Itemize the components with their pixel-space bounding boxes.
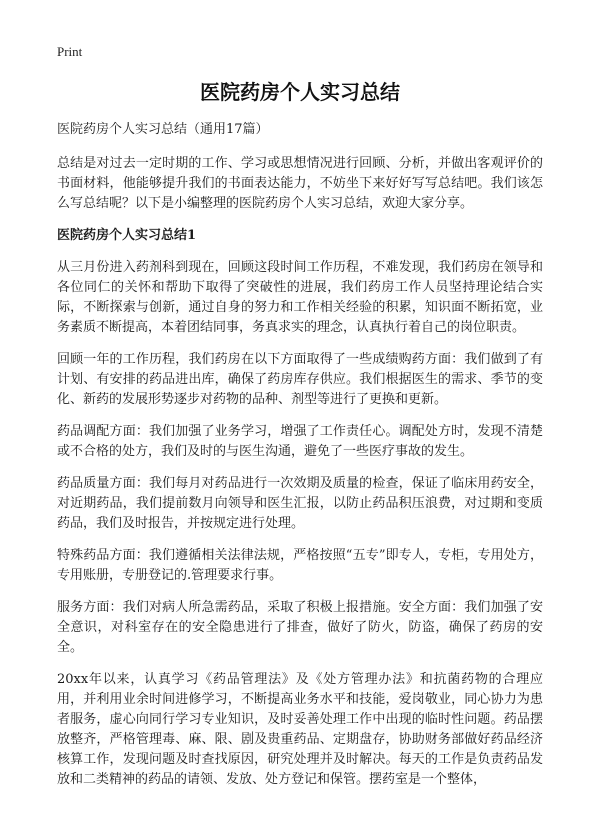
- body-paragraph: 药品调配方面：我们加强了业务学习，增强了工作责任心。调配处方时，发现不清楚或不合格的处方，我们及时的与医生沟通，避免了一些医疗事故的发生。: [57, 424, 543, 459]
- body-paragraph: 从三月份进入药剂科到现在，回顾这段时间工作历程，不难发现，我们药房在领导和各位同仁的关怀和帮助下取得了突破性的进展，我们药房工作人员坚持理论结合实际，不断探索与创新，通过自身的努力和工作相关经验的积累，知识面不断拓宽，业务素质不断提高，本着团结同事，务真求实的理念，认真执行着自己的岗位职责。: [57, 260, 543, 335]
- intro-paragraph: 总结是对过去一定时期的工作、学习或思想情况进行回顾、分析，并做出客观评价的书面材料，他能够提升我们的书面表达能力，不妨坐下来好好写写总结吧。我们该怎么写总结呢？以下是小编整理的医院药房个人实习总结，欢迎大家分享。: [57, 156, 543, 211]
- body-paragraph: 回顾一年的工作历程，我们药房在以下方面取得了一些成绩购药方面：我们做到了有计划、有安排的药品进出库，确保了药房库存供应。我们根据医生的需求、季节的变化、新药的发展形势逐步对药物的品种、剂型等进行了更换和更新。: [57, 352, 543, 407]
- body-paragraph: 服务方面：我们对病人所急需药品，采取了积极上报措施。安全方面：我们加强了安全意识，对科室存在的安全隐患进行了排查，做好了防火，防盗，确保了药房的安全。: [57, 600, 543, 655]
- document-subtitle: 医院药房个人实习总结（通用17篇）: [57, 122, 269, 137]
- body-paragraph: 药品质量方面：我们每月对药品进行一次效期及质量的检查，保证了临床用药安全，对近期药品，我们提前数月向领导和医生汇报，以防止药品积压浪费，对过期和变质药品，我们及时报告，并按规定进行处理。: [57, 476, 543, 531]
- section-heading: 医院药房个人实习总结1: [57, 228, 197, 243]
- body-paragraph: 20xx年以来，认真学习《药品管理法》及《处方管理办法》和抗菌药物的合理应用，并利用业余时间进修学习，不断提高业务水平和技能，爱岗敬业，同心协力为患者服务，虚心向同行学习专业知识，及时妥善处理工作中出现的临时性问题。药品摆放整齐，严格管理毒、麻、限、剧及贵重药品、定期盘存，协助财务部做好药品经济核算工作，发现问题及时查找原因，研究处理并及时解决。每天的工作是负责药品发放和二类精神的药品的请领、发放、处方登记和保管。摆药室是一个整体，: [57, 672, 543, 787]
- document-body: [57, 121, 543, 802]
- body-paragraph: 特殊药品方面：我们遵循相关法律法规，严格按照“五专”即专人，专柜，专用处方，专用账册，专册登记的.管理要求行事。: [57, 548, 543, 583]
- document-title: 医院药房个人实习总结: [200, 80, 400, 104]
- print-link[interactable]: Print: [57, 44, 83, 59]
